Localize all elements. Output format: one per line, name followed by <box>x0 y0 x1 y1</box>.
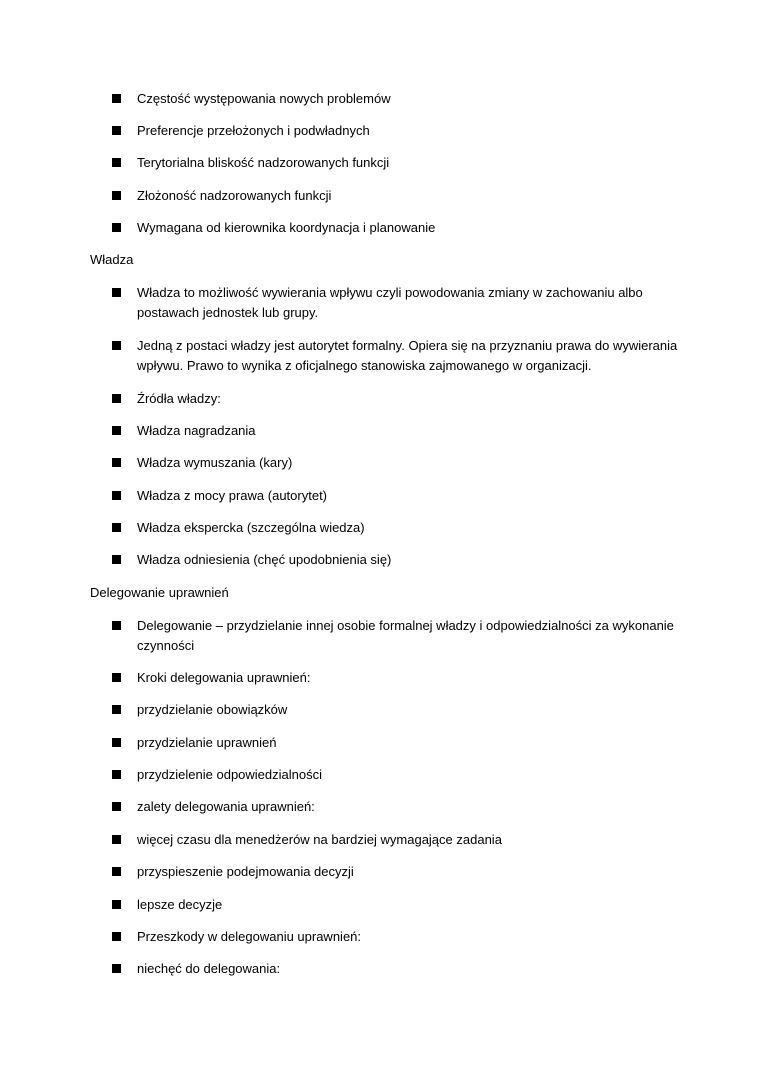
list-item-text: Jedną z postaci władzy jest autorytet formalny. Opiera się na przyznaniu prawa do wywierania wpływu. Prawo to wynika z oficjalnego stanowiska zajmowanego w organizacji. <box>137 338 678 373</box>
list-item-text: Władza odniesienia (chęć upodobnienia się) <box>137 552 392 567</box>
square-bullet-icon <box>112 900 121 909</box>
square-bullet-icon <box>112 621 121 630</box>
square-bullet-icon <box>112 770 121 779</box>
list-item-text: zalety delegowania uprawnień: <box>137 799 315 814</box>
square-bullet-icon <box>112 491 121 500</box>
list-item-text: przydzielanie uprawnień <box>137 735 277 750</box>
square-bullet-icon <box>112 394 121 403</box>
list-item-text: Delegowanie – przydzielanie innej osobie formalnej władzy i odpowiedzialności za wykonanie czynności <box>137 618 674 653</box>
square-bullet-icon <box>112 802 121 811</box>
list-item-text: Władza to możliwość wywierania wpływu czyli powodowania zmiany w zachowaniu albo postawach jednostek lub grupy. <box>137 285 643 320</box>
list-item-text: Władza z mocy prawa (autorytet) <box>137 488 328 503</box>
list-item-text: Władza nagradzania <box>137 423 256 438</box>
square-bullet-icon <box>112 288 121 297</box>
list-item-text: przyspieszenie podejmowania decyzji <box>137 864 354 879</box>
section-heading: Delegowanie uprawnień <box>90 585 229 600</box>
list-item-text: Przeszkody w delegowaniu uprawnień: <box>137 929 362 944</box>
list-item-text: przydzielanie obowiązków <box>137 702 288 717</box>
square-bullet-icon <box>112 835 121 844</box>
square-bullet-icon <box>112 964 121 973</box>
square-bullet-icon <box>112 523 121 532</box>
list-item-text: Kroki delegowania uprawnień: <box>137 670 311 685</box>
square-bullet-icon <box>112 223 121 232</box>
list-item-text: Władza wymuszania (kary) <box>137 455 293 470</box>
square-bullet-icon <box>112 126 121 135</box>
list-item-text: więcej czasu dla menedżerów na bardziej wymagające zadania <box>137 832 502 847</box>
square-bullet-icon <box>112 458 121 467</box>
list-item-text: Władza ekspercka (szczególna wiedza) <box>137 520 365 535</box>
square-bullet-icon <box>112 158 121 167</box>
list-item-text: Częstość występowania nowych problemów <box>137 91 391 106</box>
square-bullet-icon <box>112 932 121 941</box>
square-bullet-icon <box>112 705 121 714</box>
list-item-text: Terytorialna bliskość nadzorowanych funkcji <box>137 155 390 170</box>
section-heading: Władza <box>90 252 134 267</box>
square-bullet-icon <box>112 341 121 350</box>
list-item-text: Złożoność nadzorowanych funkcji <box>137 188 332 203</box>
square-bullet-icon <box>112 94 121 103</box>
list-item-text: Preferencje przełożonych i podwładnych <box>137 123 370 138</box>
square-bullet-icon <box>112 673 121 682</box>
list-item-text: lepsze decyzje <box>137 897 223 912</box>
list-item-text: przydzielenie odpowiedzialności <box>137 767 322 782</box>
list-item-text: Źródła władzy: <box>137 391 221 406</box>
square-bullet-icon <box>112 555 121 564</box>
square-bullet-icon <box>112 867 121 876</box>
square-bullet-icon <box>112 426 121 435</box>
list-item-text: Wymagana od kierownika koordynacja i planowanie <box>137 220 436 235</box>
square-bullet-icon <box>112 738 121 747</box>
square-bullet-icon <box>112 191 121 200</box>
list-item-text: niechęć do delegowania: <box>137 961 281 976</box>
